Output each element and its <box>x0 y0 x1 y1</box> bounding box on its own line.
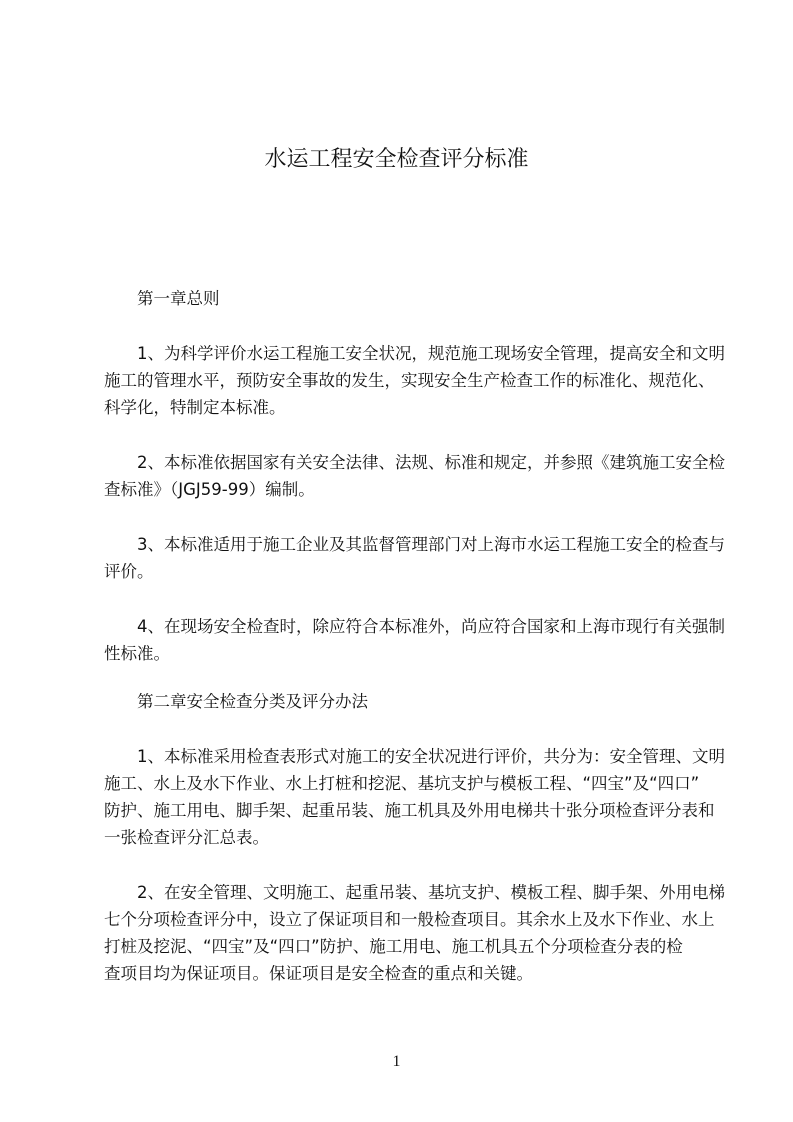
paragraph-line: 3、本标准适用于施工企业及其监督管理部门对上海市水运工程施工安全的检查与 <box>137 535 725 554</box>
paragraph-line: 2、在安全管理、文明施工、起重吊装、基坑支护、模板工程、脚手架、外用电梯 <box>137 883 725 902</box>
paragraph-line: 施工、水上及水下作业、水上打桩和挖泥、基坑支护与模板工程、“四宝”及“四口” <box>104 774 700 793</box>
paragraph-line: 2、本标准依据国家有关安全法律、法规、标准和规定，并参照《建筑施工安全检 <box>137 453 725 472</box>
paragraph-line: 评价。 <box>104 562 154 581</box>
paragraph-line: 4、在现场安全检查时，除应符合本标准外，尚应符合国家和上海市现行有关强制 <box>137 617 725 636</box>
chapter-heading: 第一章总则 <box>137 289 220 308</box>
paragraph-line: 1、为科学评价水运工程施工安全状况，规范施工现场安全管理，提高安全和文明 <box>137 344 725 363</box>
paragraph-line: 一张检查评分汇总表。 <box>104 828 269 847</box>
document-title: 水运工程安全检查评分标准 <box>264 147 529 172</box>
chapter-heading: 第二章安全检查分类及评分办法 <box>137 692 368 711</box>
paragraph-line: 打桩及挖泥、“四宝”及“四口”防护、施工用电、施工机具五个分项检查分表的检 <box>104 937 683 956</box>
page-number: 1 <box>392 1053 401 1070</box>
paragraph-line: 七个分项检查评分中，设立了保证项目和一般检查项目。其余水上及水下作业、水上 <box>104 910 715 929</box>
paragraph-line: 科学化，特制定本标准。 <box>104 398 286 417</box>
paragraph-line: 施工的管理水平，预防安全事故的发生，实现安全生产检查工作的标准化、规范化、 <box>104 371 715 390</box>
paragraph-line: 查标准》（JGJ59-99）编制。 <box>104 480 315 499</box>
paragraph-line: 查项目均为保证项目。保证项目是安全检查的重点和关键。 <box>104 964 533 983</box>
paragraph-line: 1、本标准采用检查表形式对施工的安全状况进行评价，共分为：安全管理、文明 <box>137 747 725 766</box>
paragraph-line: 性标准。 <box>104 644 170 663</box>
paragraph-line: 防护、施工用电、脚手架、起重吊装、施工机具及外用电梯共十张分项检查评分表和 <box>104 801 715 820</box>
